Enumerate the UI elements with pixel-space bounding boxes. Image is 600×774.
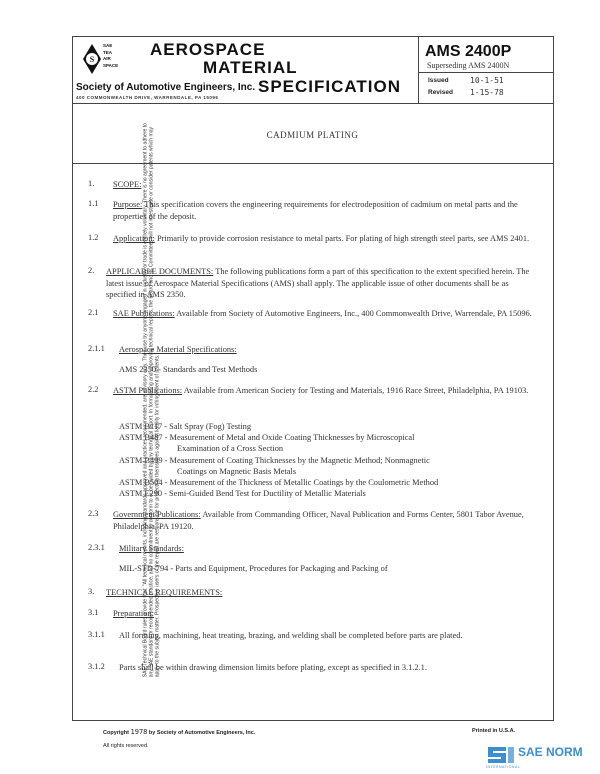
header-vertical-divider — [418, 36, 419, 103]
doc-title: CADMIUM PLATING — [266, 130, 359, 140]
s211-label: Aerospace Material Specifications: — [119, 345, 237, 354]
s22-text — [113, 385, 539, 397]
s31-number: 3.1 — [88, 608, 99, 617]
logo-line-2: TEA — [103, 49, 112, 55]
s22-number: 2.2 — [88, 385, 99, 394]
s21-body: Available from Society of Automotive Engineers, Inc., 400 Commonwealth Drive, Warrendale, PA 15096. — [176, 309, 532, 318]
astm-item-continued: Examination of a Cross Section — [177, 444, 284, 454]
astm-item: ASTM B504 - Measurement of the Thickness of Metallic Coatings by the Coulometric Method — [119, 478, 439, 488]
sae-norm-watermark — [486, 743, 596, 771]
s11-label: Purpose: — [113, 200, 143, 209]
s2-text — [106, 266, 534, 301]
sae-norm-mark-icon — [486, 743, 516, 767]
society-name: Society of Automotive Engineers, Inc. — [76, 82, 256, 93]
s231-label: Military Standards: — [119, 544, 184, 553]
s2-body: The following publications form a part of this specification to the extent specified herein. The latest issue of Aerospace Material Specifications (AMS) shall apply. The applicable issue of other documents shall be as specified in AMS 2350. — [106, 267, 530, 299]
s312-number: 3.1.2 — [88, 662, 105, 671]
s23-number: 2.3 — [88, 509, 99, 518]
s21-text — [113, 308, 533, 320]
astm-item: ASTM B117 - Salt Spray (Fog) Testing — [119, 422, 252, 431]
society-address: 400 COMMONWEALTH DRIVE, WARRENDALE, PA 15096 — [76, 95, 219, 100]
doc-number: AMS 2400P — [425, 43, 512, 60]
logo-line-4: SPACE — [103, 62, 119, 68]
number-divider — [418, 72, 553, 73]
s23-text — [113, 509, 539, 532]
title-line-2: MATERIAL — [203, 58, 298, 77]
s21-label: SAE Publications: — [113, 309, 175, 318]
printed-in: Printed in U.S.A. — [472, 728, 516, 734]
s2-number: 2. — [88, 266, 95, 275]
astm-list — [119, 421, 539, 499]
s311-text: All forming, machining, heat treating, brazing, and welding shall be completed before parts are plated. — [119, 631, 463, 640]
ams2350-ref: AMS 2350 - Standards and Test Methods — [119, 365, 258, 374]
astm-item: ASTM B499 - Measurement of Coating Thicknesses by the Magnetic Method; Nonmagnetic — [119, 455, 430, 465]
title-line-3: SPECIFICATION — [258, 77, 402, 96]
astm-item-continued: Coatings on Magnetic Basis Metals — [177, 466, 297, 476]
rights-reserved: All rights reserved. — [103, 743, 149, 749]
revised-label: Revised — [428, 89, 453, 96]
s2-title: APPLICABLE DOCUMENTS: — [106, 267, 214, 276]
astm-item: ASTM E290 - Semi-Guided Bend Test for Ductility of Metallic Materials — [119, 489, 366, 499]
s21-number: 2.1 — [88, 308, 99, 317]
logo-line-1: SAE — [103, 43, 113, 48]
logo-line-3: AIR — [103, 56, 111, 61]
header-divider — [72, 103, 553, 104]
s11-body: This specification covers the engineering requirements for electrodeposition of cadmium on metal parts and the properties of the deposit. — [113, 200, 518, 221]
issued-date: 10-1-51 — [470, 76, 504, 85]
s12-label: Application: — [113, 234, 155, 243]
sae-disclaimer: SAE Technical Board rules provide that: "All technical reports, including standards approved and practices recommended, are advisory only. Their use by anyone engaged in industry or trade is entirely voluntary. There is no agreement to adhere to any SAE standard or recommended practice, and no commitment to conform to or be guided by any technical report. In formulating and approving technical reports, the Board and its Committees will not investigate or consider patents which may apply to the subject matter. Prospective users of the report are responsible for protecting themselves against liability for infringement of patents." — [142, 122, 162, 678]
revised-date: 1-15-78 — [470, 88, 504, 97]
sae-norm-sub: INTERNATIONAL — [486, 765, 521, 769]
s12-body: Primarily to provide corrosion resistance to metal parts. For plating of high strength steel parts, see AMS 2401. — [156, 234, 530, 243]
s12-text — [113, 233, 533, 245]
copyright-suffix: by Society of Automotive Engineers, Inc. — [148, 730, 256, 736]
s1-number: 1. — [88, 179, 95, 188]
s23-body: Available from Commanding Officer, Naval Publication and Forms Center, 5801 Tabor Avenue, Philadelphia, PA 19120. — [113, 510, 524, 531]
astm-item: ASTM B487 - Measurement of Metal and Oxide Coating Thicknesses by Microscopical — [119, 433, 415, 443]
s12-number: 1.2 — [88, 233, 99, 242]
copyright-line — [103, 728, 255, 736]
milstd-ref: MIL-STD-794 - Parts and Equipment, Procedures for Packaging and Packing of — [119, 564, 388, 573]
s11-text — [113, 199, 533, 222]
issued-label: Issued — [428, 77, 449, 84]
s22-body: Available from American Society for Testing and Materials, 1916 Race Street, Philadelphia, PA 19103. — [183, 386, 529, 395]
s3-title: TECHNICAL REQUIREMENTS: — [106, 588, 223, 597]
copyright-year: 1978 — [130, 728, 148, 736]
s3-number: 3. — [88, 587, 95, 596]
s31-label: Preparation: — [113, 609, 154, 618]
sae-norm-text: SAE NORM — [518, 745, 583, 759]
copyright-prefix: Copyright — [103, 730, 129, 736]
sae-logo — [79, 41, 123, 77]
s1-title: SCOPE: — [113, 180, 142, 189]
title-line-1: AEROSPACE — [150, 40, 266, 59]
supersedes-note: Superseding AMS 2400N — [427, 61, 510, 70]
s312-text: Parts shall be within drawing dimension limits before plating, except as specified in 3.1.2.1. — [119, 663, 427, 672]
s23-label: Government Publications: — [113, 510, 201, 519]
s211-number: 2.1.1 — [88, 344, 105, 353]
s311-number: 3.1.1 — [88, 630, 105, 639]
s22-label: ASTM Publications: — [113, 386, 183, 395]
s231-number: 2.3.1 — [88, 543, 105, 552]
s11-number: 1.1 — [88, 199, 99, 208]
svg-text:S: S — [89, 55, 95, 64]
